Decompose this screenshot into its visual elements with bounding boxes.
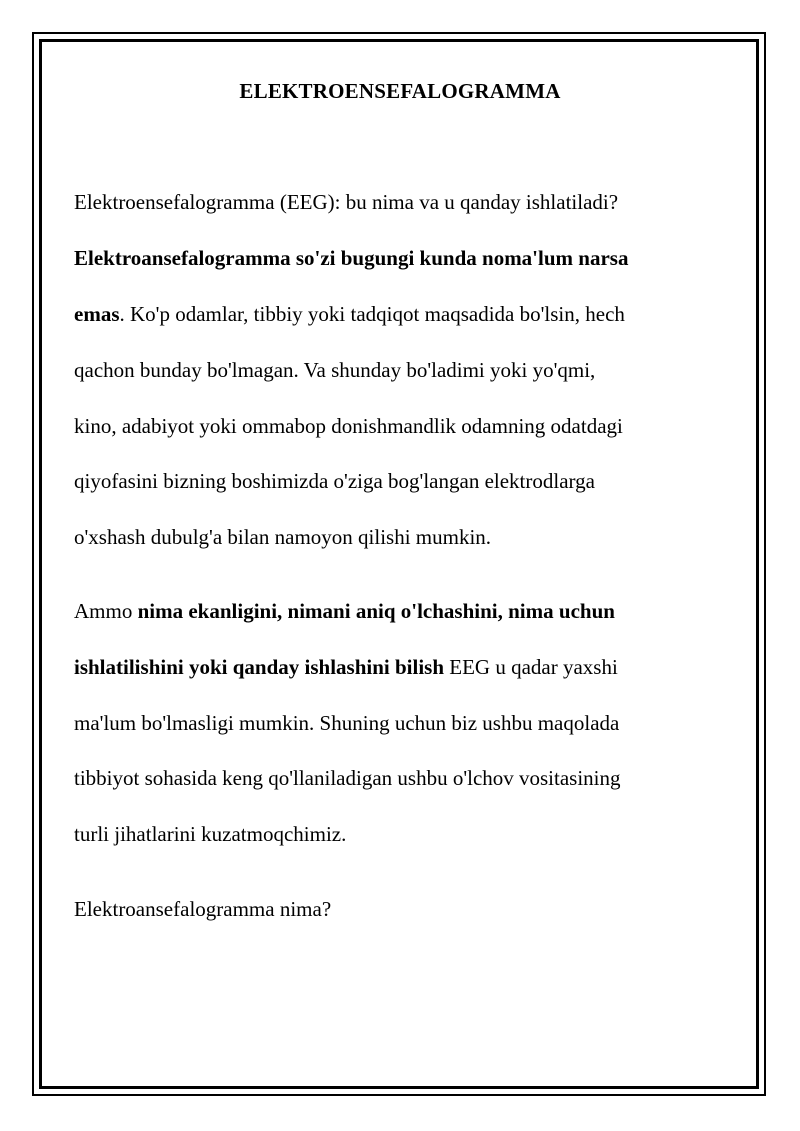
text-line: tibbiyot sohasida keng qo'llaniladigan ushbu o'lchov vositasining	[74, 766, 621, 790]
text-line: Elektroensefalogramma (EEG): bu nima va u qanday ishlatiladi?	[74, 190, 619, 214]
bold-text: emas	[74, 302, 120, 326]
document-title: ELEKTROENSEFALOGRAMMA	[239, 79, 561, 103]
text-span: EEG u qadar yaxshi	[444, 655, 618, 679]
text-line	[74, 653, 618, 681]
text-line	[74, 300, 625, 328]
text-line: kino, adabiyot yoki ommabop donishmandlik odamning odatdagi	[74, 414, 623, 438]
section-heading: Elektroansefalogramma nima?	[74, 897, 332, 921]
bold-text: nima ekanligini, nimani aniq o'lchashini, nima uchun	[137, 599, 615, 623]
text-line	[74, 597, 615, 625]
text-line: turli jihatlarini kuzatmoqchimiz.	[74, 822, 347, 846]
text-line: qiyofasini bizning boshimizda o'ziga bog'langan elektrodlarga	[74, 469, 595, 493]
text-line: o'xshash dubulg'a bilan namoyon qilishi mumkin.	[74, 525, 492, 549]
text-span: . Ko'p odamlar, tibbiy yoki tadqiqot maqsadida bo'lsin, hech	[119, 302, 625, 326]
text-line: qachon bunday bo'lmagan. Va shunday bo'ladimi yoki yo'qmi,	[74, 358, 596, 382]
text-line: ma'lum bo'lmasligi mumkin. Shuning uchun biz ushbu maqolada	[74, 711, 620, 735]
bold-text: ishlatilishini yoki qanday ishlashini bilish	[74, 655, 445, 679]
text-line-bold: Elektroansefalogramma so'zi bugungi kunda noma'lum narsa	[74, 246, 629, 270]
text-span: Ammo	[74, 599, 138, 623]
